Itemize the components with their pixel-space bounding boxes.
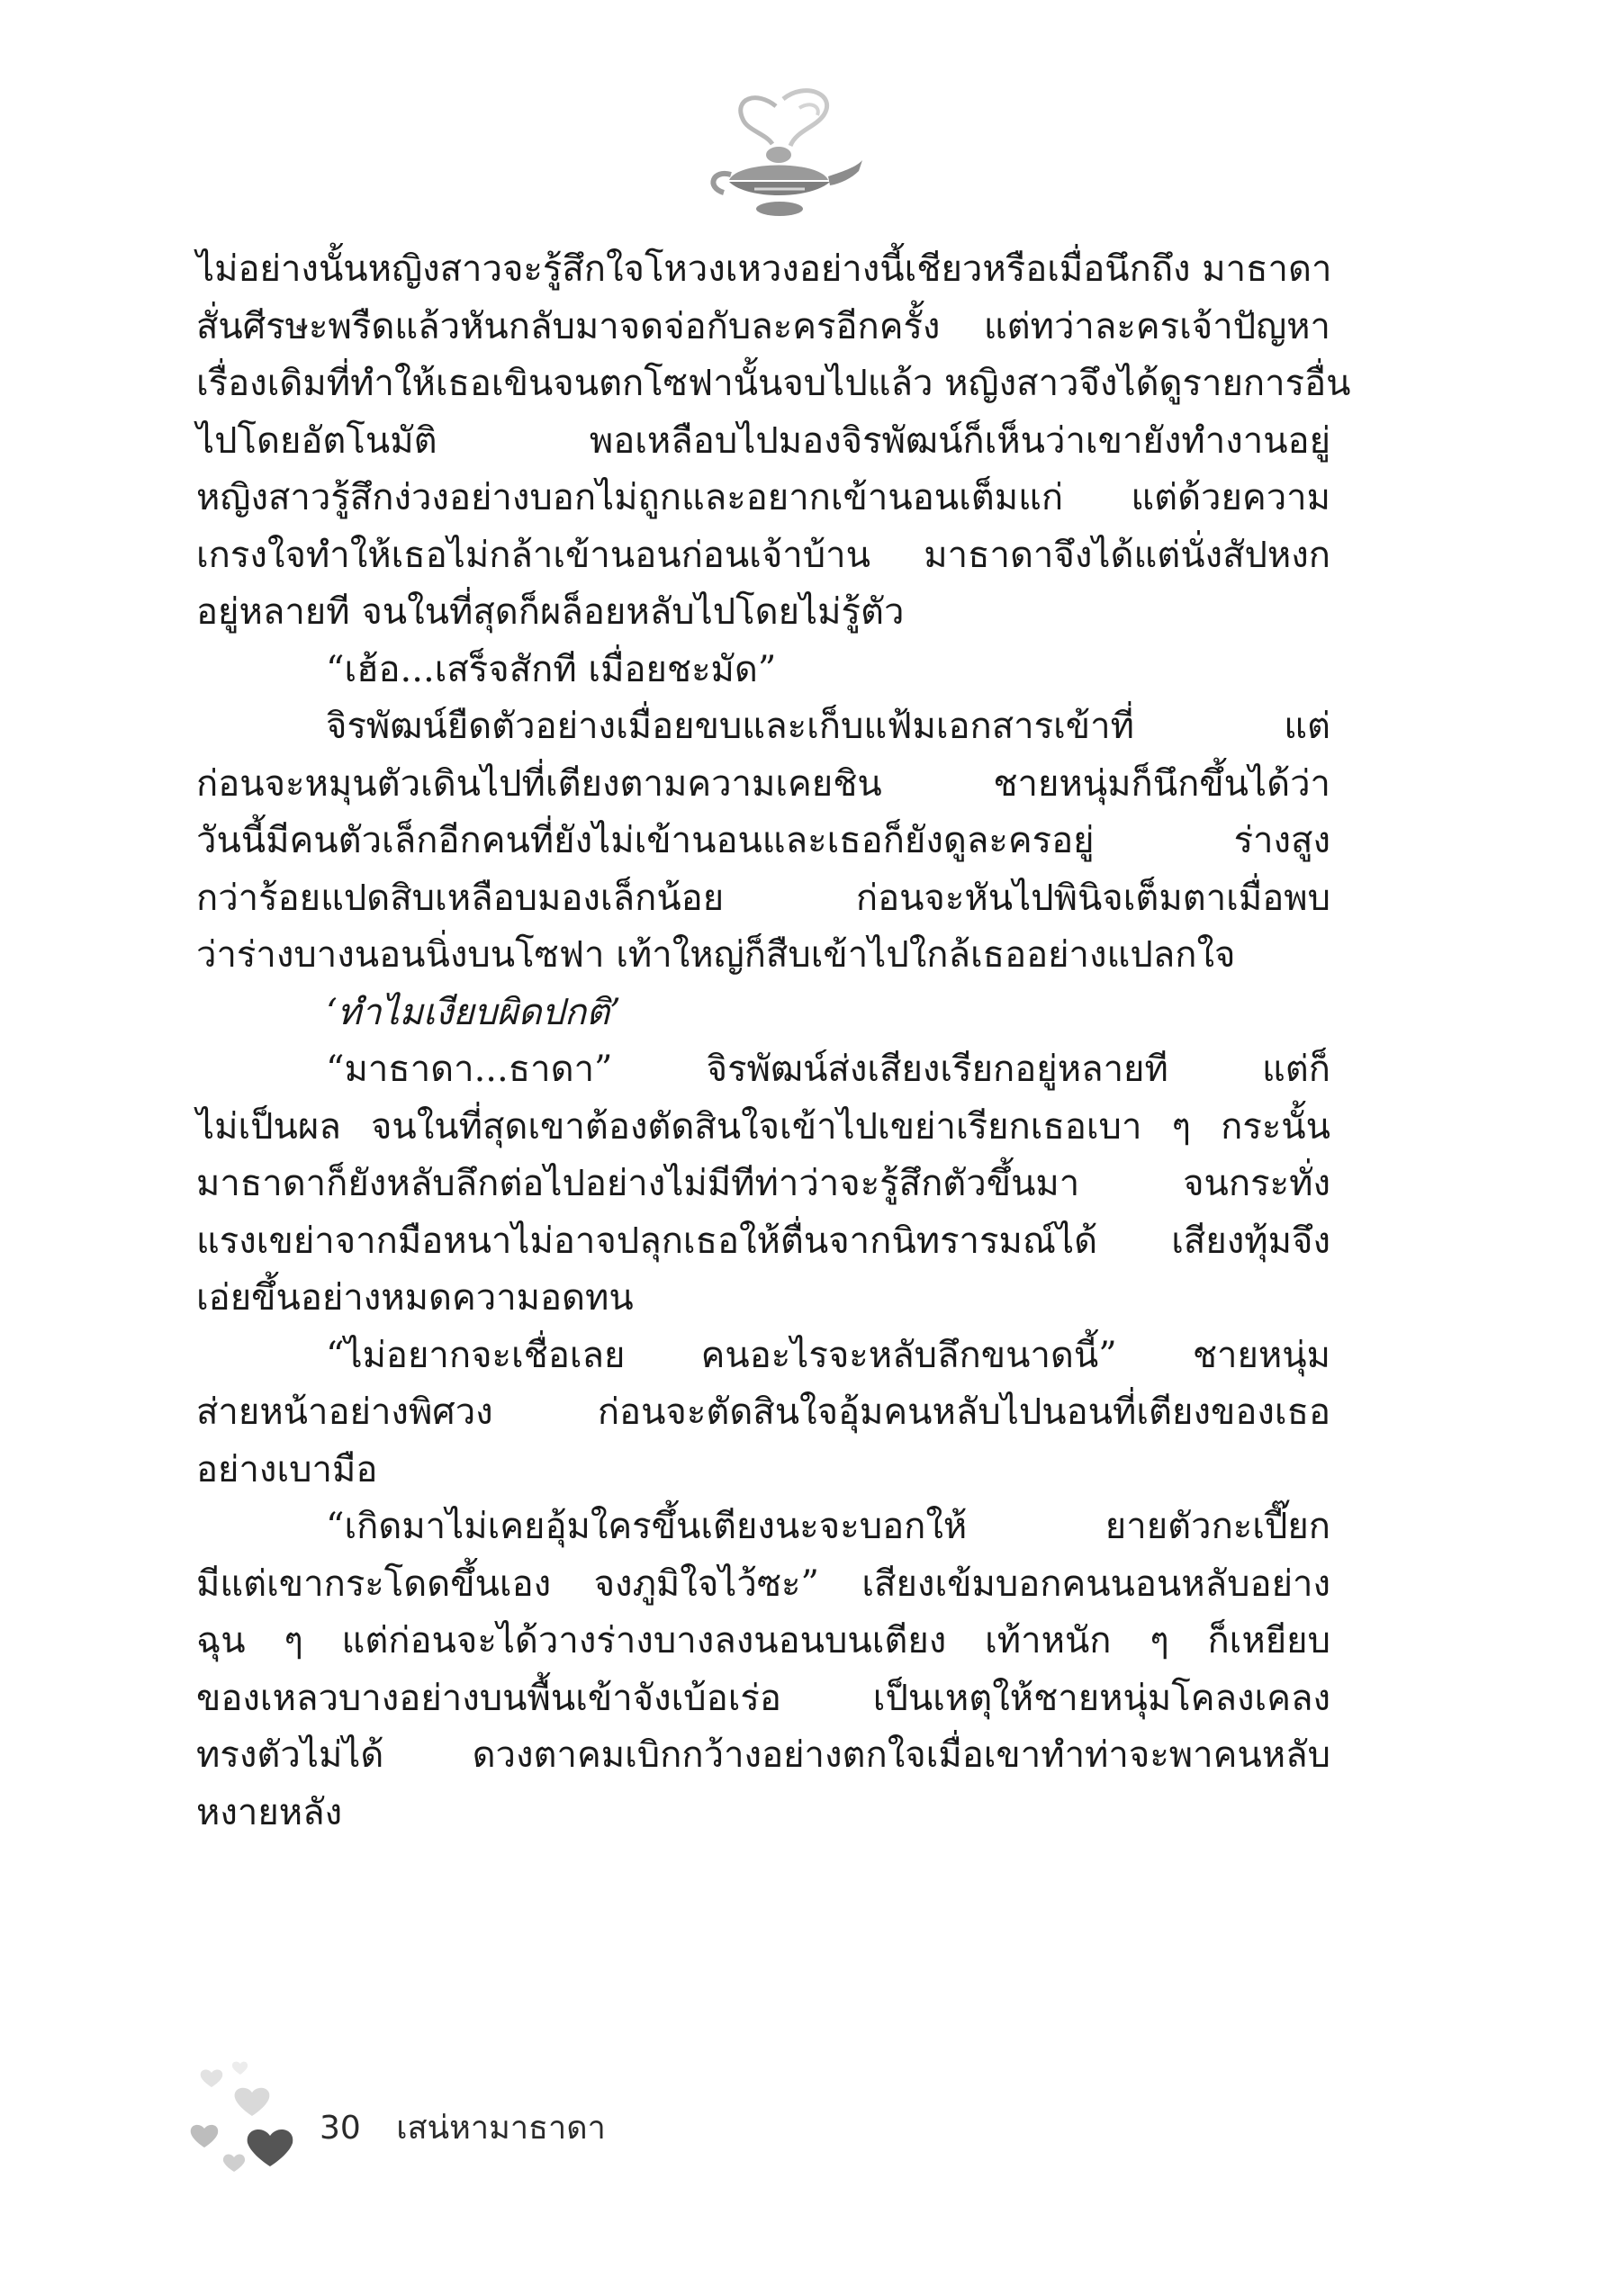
text-line: ว่าร่างบางนอนนิ่งบนโซฟา เท้าใหญ่ก็สืบเข้าไปใกล้เธออย่างแปลกใจ — [196, 934, 1236, 976]
text-line: ไปโดยอัตโนมัติ พอเหลือบไปมองจิรพัฒน์ก็เห็นว่าเขายังทำงานอยู่ — [196, 419, 1330, 462]
magic-lamp-icon — [693, 81, 864, 234]
text-line: “มาธาดา...ธาดา” จิรพัฒน์ส่งเสียงเรียกอยู่หลายที แต่ก็ — [326, 1049, 1330, 1090]
text-line: ส่ายหน้าอย่างพิศวง ก่อนจะตัดสินใจอุ้มคนหลับไปนอนที่เตียงของเธอ — [196, 1391, 1330, 1433]
hearts-icon — [185, 2057, 311, 2183]
text-line: เอ่ยขึ้นอย่างหมดความอดทน — [196, 1277, 634, 1319]
text-line: หญิงสาวรู้สึกง่วงอย่างบอกไม่ถูกและอยากเข้านอนเต็มแก่ แต่ด้วยความ — [196, 477, 1330, 518]
text-line: จิรพัฒน์ยืดตัวอย่างเมื่อยขบและเก็บแฟ้มเอกสารเข้าที่ แต่ — [326, 706, 1330, 747]
text-line: อย่างเบามือ — [196, 1448, 378, 1490]
text-line: อยู่หลายที จนในที่สุดก็ผล็อยหลับไปโดยไม่รู้ตัว — [196, 591, 905, 633]
text-line: ของเหลวบางอย่างบนพื้นเข้าจังเบ้อเร่อ เป็นเหตุให้ชายหนุ่มโคลงเคลง — [196, 1677, 1330, 1719]
text-line: แรงเขย่าจากมือหนาไม่อาจปลุกเธอให้ตื่นจากนิทรารมณ์ได้ เสียงทุ้มจึง — [196, 1220, 1330, 1262]
page-footer — [320, 2102, 606, 2153]
body-text — [196, 241, 1351, 1841]
text-line: วันนี้มีคนตัวเล็กอีกคนที่ยังไม่เข้านอนและเธอก็ยังดูละครอยู่ ร่างสูง — [196, 820, 1330, 861]
text-line: เกรงใจทำให้เธอไม่กล้าเข้านอนก่อนเจ้าบ้าน มาธาดาจึงได้แต่นั่งสัปหงก — [196, 534, 1330, 576]
text-line: “เกิดมาไม่เคยอุ้มใครขึ้นเตียงนะจะบอกให้ ยายตัวกะเปี๊ยก — [326, 1506, 1330, 1547]
text-line: เรื่องเดิมที่ทำให้เธอเขินจนตกโซฟานั้นจบไปแล้ว หญิงสาวจึงได้ดูรายการอื่น — [196, 363, 1351, 404]
text-line: ไม่อย่างนั้นหญิงสาวจะรู้สึกใจโหวงเหวงอย่างนี้เชียวหรือเมื่อนึกถึง มาธาดา — [196, 248, 1332, 290]
text-line: ไม่เป็นผล จนในที่สุดเขาต้องตัดสินใจเข้าไปเขย่าเรียกเธอเบา ๆ กระนั้น — [196, 1105, 1330, 1148]
text-line: หงายหลัง — [196, 1791, 343, 1833]
text-line: มาธาดาก็ยังหลับลึกต่อไปอย่างไม่มีทีท่าว่าจะรู้สึกตัวขึ้นมา จนกระทั่ง — [196, 1163, 1330, 1204]
book-title: เสน่หามาธาดา — [396, 2110, 606, 2147]
text-line: ทรงตัวไม่ได้ ดวงตาคมเบิกกว้างอย่างตกใจเมื่อเขาทำท่าจะพาคนหลับ — [196, 1734, 1330, 1776]
text-line: ก่อนจะหมุนตัวเดินไปที่เตียงตามความเคยชิน ชายหนุ่มก็นึกขึ้นได้ว่า — [196, 762, 1330, 805]
text-line: มีแต่เขากระโดดขึ้นเอง จงภูมิใจไว้ซะ” เสียงเข้มบอกคนนอนหลับอย่าง — [196, 1562, 1330, 1605]
text-line: สั่นศีรษะพรืดแล้วหันกลับมาจดจ่อกับละครอีกครั้ง แต่ทว่าละครเจ้าปัญหา — [196, 305, 1330, 347]
text-line: ฉุน ๆ แต่ก่อนจะได้วางร่างบางลงนอนบนเตียง เท้าหนัก ๆ ก็เหยียบ — [196, 1620, 1330, 1661]
text-line: “เฮ้อ...เสร็จสักที เมื่อยชะมัด” — [326, 648, 777, 690]
text-line: “ไม่อยากจะเชื่อเลย คนอะไรจะหลับลึกขนาดนี้” ชายหนุ่ม — [326, 1334, 1330, 1376]
page-number: 30 — [320, 2110, 361, 2147]
text-line: กว่าร้อยแปดสิบเหลือบมองเล็กน้อย ก่อนจะหันไปพินิจเต็มตาเมื่อพบ — [196, 877, 1330, 919]
text-line: ‘ทำไมเงียบผิดปกติ’ — [326, 991, 621, 1033]
